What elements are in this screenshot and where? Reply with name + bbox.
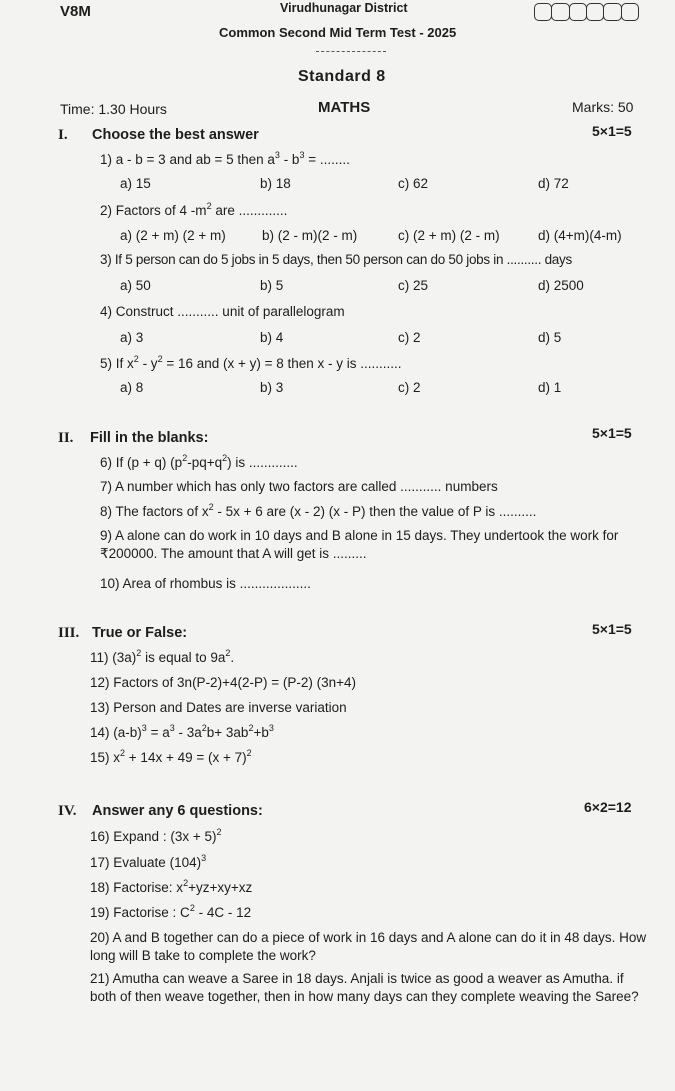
- paper-code: V8M: [60, 3, 91, 20]
- q4-option-b: b) 4: [260, 330, 284, 345]
- question-15: 15) $x^2 + 14x + 49 = (x + 7)^2$: [90, 748, 252, 765]
- section-3-title: True or False:: [92, 625, 188, 641]
- q2-option-a: a) (2 + m) (2 + m): [120, 228, 226, 243]
- question-19: 19) Factorise : $C^2 - 4C - 12$: [90, 903, 252, 920]
- question-2: 2) Factors of 4 $-m^2$ are .............: [100, 201, 288, 218]
- question-21: 21) Amutha can weave a Saree in 18 days. Anjali is twice as good a weaver as Amutha. if both of then weave together, then in how many days can they complete weaving the Saree?: [90, 971, 639, 1004]
- q4-option-a: a) 3: [120, 330, 144, 345]
- question-3: 3) If 5 person can do 5 jobs in 5 days, then 50 person can do 50 jobs in .......... days: [100, 252, 572, 267]
- q3-option-b: b) 5: [260, 278, 284, 293]
- section-3-marks: 5×1=5: [592, 621, 632, 637]
- section-4-number: IV.: [58, 803, 77, 819]
- q4-option-d: d) 5: [538, 330, 562, 345]
- q3-option-c: c) 25: [398, 278, 429, 293]
- q5-option-b: b) 3: [260, 380, 284, 395]
- question-12: 12) Factors of 3n(P-2)+4(2-P) = (P-2) (3n+4): [90, 675, 356, 690]
- question-10: 10) Area of rhombus is ...................: [100, 576, 311, 591]
- question-13: 13) Person and Dates are inverse variation: [90, 700, 347, 715]
- section-2-number: II.: [58, 430, 74, 446]
- question-1: 1) a - b = 3 and ab = 5 then $a^3 - b^3$ = ........: [100, 150, 350, 167]
- section-1-number: I.: [58, 127, 68, 143]
- section-2-title: Fill in the blanks:: [90, 430, 209, 446]
- subject-title: MATHS: [318, 99, 371, 116]
- q2-option-b: b) (2 - m)(2 - m): [262, 228, 358, 243]
- question-8: 8) The factors of $x^2 - 5x + 6$ are (x - 2) (x - P) then the value of P is ..........: [100, 502, 537, 519]
- standard-title: Standard 8: [298, 68, 386, 85]
- q2-option-c: c) (2 + m) (2 - m): [398, 228, 500, 243]
- question-18: 18) Factorise: $x^2+yz+xy+xz$: [90, 878, 253, 895]
- question-14: 14) $(a-b)^3 = a^3 - 3a^2b+ 3ab^2+b^3$: [90, 723, 274, 740]
- question-16: 16) Expand : $(3x + 5)^2$: [90, 827, 222, 844]
- q3-option-a: a) 50: [120, 278, 151, 293]
- divider: [316, 51, 386, 52]
- register-number-boxes: [534, 3, 638, 21]
- section-3-number: III.: [58, 625, 80, 641]
- question-4: 4) Construct ........... unit of parallelogram: [100, 304, 345, 319]
- question-20: 20) A and B together can do a piece of work in 16 days and A alone can do it in 48 days. How long will B take to complete the work?: [90, 930, 647, 963]
- q5-option-c: c) 2: [398, 380, 421, 395]
- exam-title: Common Second Mid Term Test - 2025: [219, 25, 457, 40]
- section-1-title: Choose the best answer: [92, 127, 259, 143]
- total-marks: Marks: 50: [572, 99, 634, 115]
- q5-option-d: d) 1: [538, 380, 562, 395]
- q1-option-b: b) 18: [260, 176, 291, 191]
- q2-option-d: d) (4+m)(4-m): [538, 228, 622, 243]
- q5-option-a: a) 8: [120, 380, 144, 395]
- q1-option-d: d) 72: [538, 176, 569, 191]
- question-6: 6) If (p + q) $(p^2-pq+q^2)$ is .............: [100, 453, 298, 470]
- section-2-marks: 5×1=5: [592, 425, 632, 441]
- q1-option-a: a) 15: [120, 176, 151, 191]
- section-4-title: Answer any 6 questions:: [92, 803, 263, 819]
- q3-option-d: d) 2500: [538, 278, 584, 293]
- q4-option-c: c) 2: [398, 330, 421, 345]
- question-17: 17) Evaluate $(104)^3$: [90, 853, 207, 870]
- section-4-marks: 6×2=12: [584, 799, 632, 815]
- time-allowed: Time: 1.30 Hours: [60, 101, 167, 117]
- question-7: 7) A number which has only two factors are called ........... numbers: [100, 479, 498, 494]
- section-1-marks: 5×1=5: [592, 123, 632, 139]
- question-5: 5) If $x^2 - y^2 = 16$ and (x + y) = 8 then x - y is ...........: [100, 354, 402, 371]
- q1-option-c: c) 62: [398, 176, 429, 191]
- question-11: 11) $(3a)^2$ is equal to $9a^2$.: [90, 648, 235, 665]
- question-9: 9) A alone can do work in 10 days and B alone in 15 days. They undertook the work for ₹200000. The amount that A will get is .........: [100, 528, 619, 561]
- district-name: Virudhunagar District: [280, 1, 408, 15]
